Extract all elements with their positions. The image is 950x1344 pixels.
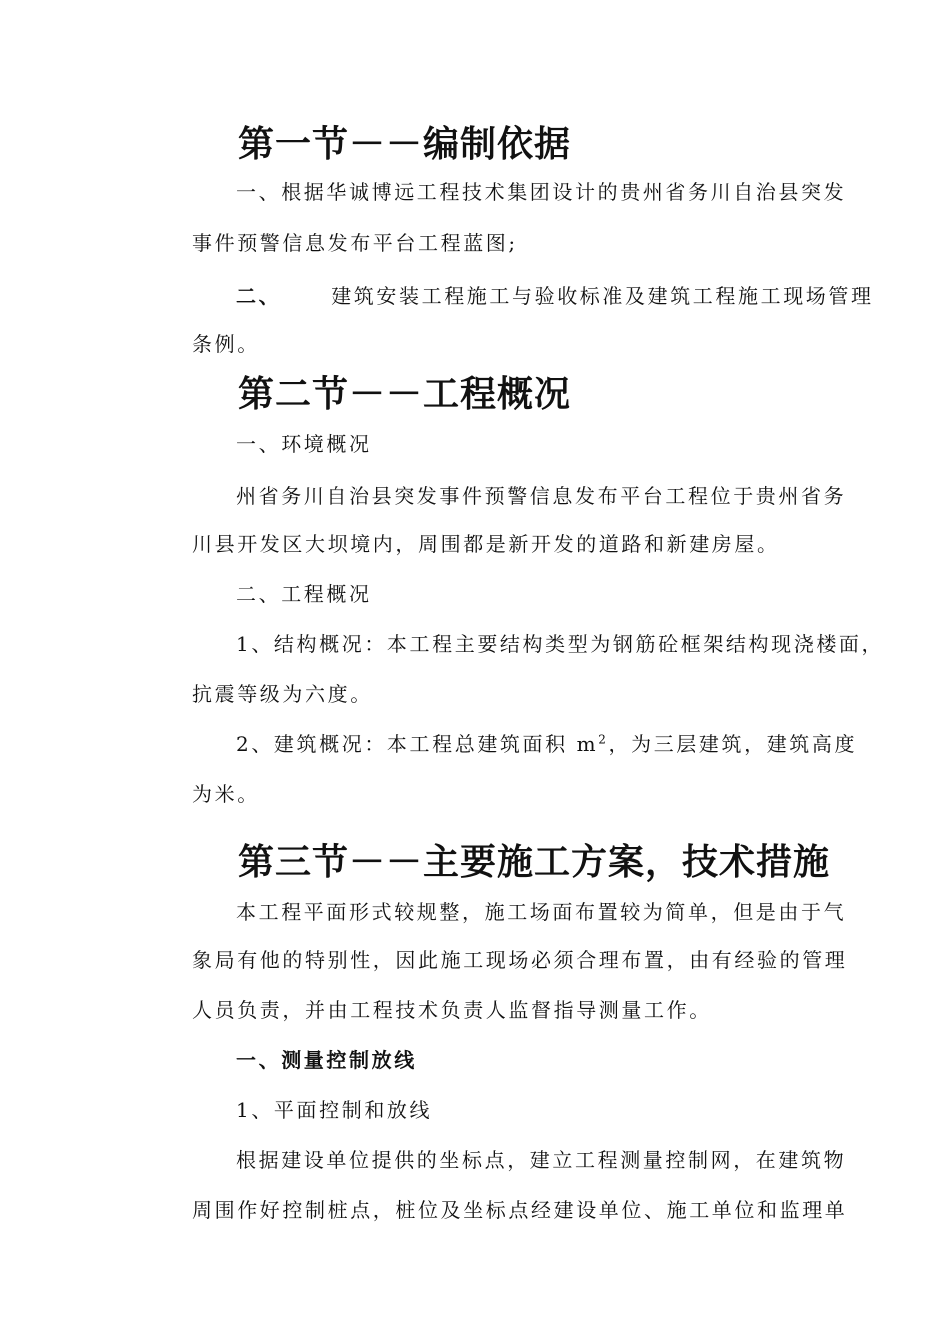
intro-line2: 象局有他的特别性，因此施工现场必须合理布置，由有经验的管理 bbox=[192, 948, 848, 972]
arch-line2: 为米。 bbox=[192, 782, 260, 806]
section1-item2-number: 二、 bbox=[236, 284, 282, 308]
arch-line1-text-b: ，为三层建筑，建筑高度 bbox=[608, 732, 858, 756]
plane-heading: 1、平面控制和放线 bbox=[236, 1098, 433, 1122]
section1-item2-text: 建筑安装工程施工与验收标准及建筑工程施工现场管理 bbox=[331, 284, 874, 308]
struct-line1: 1、结构概况：本工程主要结构类型为钢筋砼框架结构现浇楼面， bbox=[236, 632, 885, 656]
section1-item2-line1 bbox=[236, 282, 874, 310]
env-heading: 一、环境概况 bbox=[236, 432, 372, 456]
section3-title: 第三节－－主要施工方案，技术措施 bbox=[238, 841, 831, 883]
section2-title: 第二节－－工程概况 bbox=[238, 373, 572, 415]
survey-heading: 一、测量控制放线 bbox=[236, 1048, 417, 1072]
plane-line2: 周围作好控制桩点，桩位及坐标点经建设单位、施工单位和监理单 bbox=[192, 1198, 848, 1222]
struct-line2: 抗震等级为六度。 bbox=[192, 682, 373, 706]
section1-title: 第一节－－编制依据 bbox=[238, 123, 572, 165]
intro-line1: 本工程平面形式较规整，施工场面布置较为简单，但是由于气 bbox=[236, 900, 847, 924]
env-line2: 川县开发区大坝境内，周围都是新开发的道路和新建房屋。 bbox=[192, 532, 780, 556]
section1-item1-line1: 一、根据华诚博远工程技术集团设计的贵州省务川自治县突发 bbox=[236, 180, 847, 204]
intro-line3: 人员负责，并由工程技术负责人监督指导测量工作。 bbox=[192, 998, 712, 1022]
section1-item2-line2: 条例。 bbox=[192, 332, 260, 356]
arch-line1 bbox=[236, 730, 857, 758]
arch-superscript: 2 bbox=[598, 732, 609, 747]
env-line1: 州省务川自治县突发事件预警信息发布平台工程位于贵州省务 bbox=[236, 484, 847, 508]
plane-line1: 根据建设单位提供的坐标点，建立工程测量控制网，在建筑物 bbox=[236, 1148, 847, 1172]
section1-item1-line2: 事件预警信息发布平台工程蓝图; bbox=[192, 231, 518, 255]
arch-line1-text-a: 2、建筑概况：本工程总建筑面积 m bbox=[236, 732, 599, 756]
proj-heading: 二、工程概况 bbox=[236, 582, 372, 606]
